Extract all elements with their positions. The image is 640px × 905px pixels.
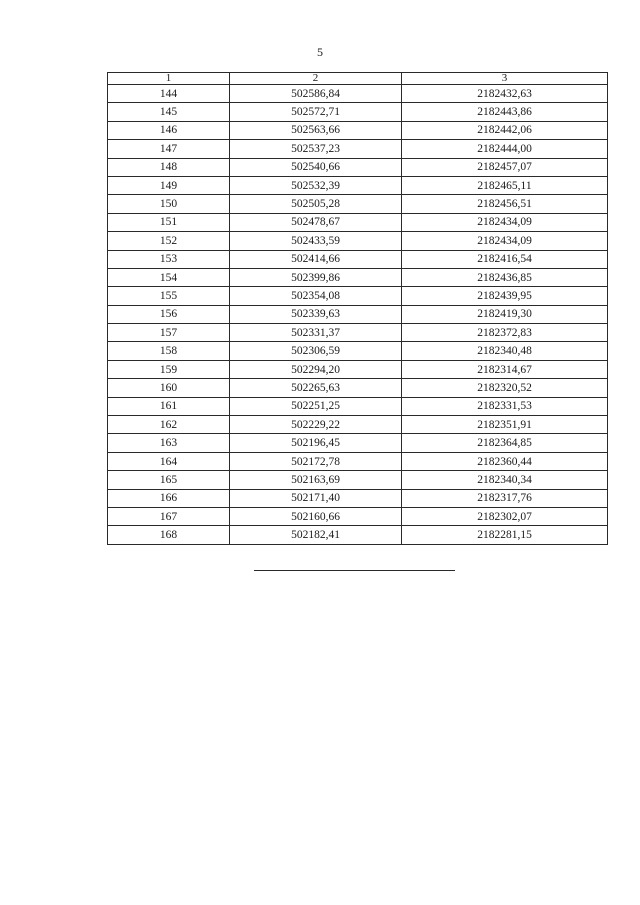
cell-y-coordinate: 2182419,30 [402,305,608,323]
table-header-row [108,73,608,85]
cell-y-coordinate: 2182302,07 [402,507,608,525]
cell-point-number: 154 [108,268,230,286]
cell-y-coordinate: 2182432,63 [402,85,608,103]
cell-x-coordinate: 502172,78 [230,452,402,470]
cell-x-coordinate: 502306,59 [230,342,402,360]
table-row [108,250,608,268]
table-row [108,360,608,378]
table-row [108,452,608,470]
cell-y-coordinate: 2182444,00 [402,140,608,158]
cell-x-coordinate: 502265,63 [230,379,402,397]
cell-x-coordinate: 502354,08 [230,287,402,305]
cell-x-coordinate: 502478,67 [230,213,402,231]
table-row [108,195,608,213]
cell-x-coordinate: 502160,66 [230,507,402,525]
table-row [108,158,608,176]
cell-y-coordinate: 2182465,11 [402,176,608,194]
cell-point-number: 158 [108,342,230,360]
cell-point-number: 167 [108,507,230,525]
cell-y-coordinate: 2182340,34 [402,471,608,489]
cell-point-number: 162 [108,416,230,434]
end-of-document-rule [254,570,455,571]
table-row [108,507,608,525]
cell-point-number: 151 [108,213,230,231]
cell-y-coordinate: 2182434,09 [402,213,608,231]
cell-y-coordinate: 2182442,06 [402,121,608,139]
cell-point-number: 144 [108,85,230,103]
cell-y-coordinate: 2182331,53 [402,397,608,415]
cell-x-coordinate: 502540,66 [230,158,402,176]
cell-point-number: 145 [108,103,230,121]
cell-point-number: 147 [108,140,230,158]
cell-x-coordinate: 502251,25 [230,397,402,415]
cell-point-number: 146 [108,121,230,139]
column-header-point: 1 [108,73,230,85]
cell-y-coordinate: 2182360,44 [402,452,608,470]
table-row [108,489,608,507]
table-row [108,379,608,397]
cell-y-coordinate: 2182281,15 [402,526,608,544]
cell-point-number: 153 [108,250,230,268]
table-row [108,121,608,139]
cell-point-number: 150 [108,195,230,213]
table-row [108,305,608,323]
table-row [108,176,608,194]
cell-point-number: 156 [108,305,230,323]
cell-y-coordinate: 2182340,48 [402,342,608,360]
cell-y-coordinate: 2182314,67 [402,360,608,378]
cell-x-coordinate: 502182,41 [230,526,402,544]
coordinates-table [107,72,608,545]
table-row [108,416,608,434]
cell-x-coordinate: 502532,39 [230,176,402,194]
cell-y-coordinate: 2182320,52 [402,379,608,397]
cell-x-coordinate: 502399,86 [230,268,402,286]
table-row [108,526,608,544]
cell-y-coordinate: 2182456,51 [402,195,608,213]
cell-y-coordinate: 2182439,95 [402,287,608,305]
cell-x-coordinate: 502414,66 [230,250,402,268]
column-header-x: 2 [230,73,402,85]
table-row [108,434,608,452]
cell-y-coordinate: 2182364,85 [402,434,608,452]
cell-x-coordinate: 502563,66 [230,121,402,139]
cell-y-coordinate: 2182436,85 [402,268,608,286]
cell-point-number: 164 [108,452,230,470]
cell-x-coordinate: 502229,22 [230,416,402,434]
page-number: 5 [317,45,323,59]
cell-point-number: 155 [108,287,230,305]
cell-point-number: 163 [108,434,230,452]
cell-point-number: 165 [108,471,230,489]
table-row [108,342,608,360]
column-header-y: 3 [402,73,608,85]
table-row [108,140,608,158]
cell-point-number: 149 [108,176,230,194]
cell-y-coordinate: 2182351,91 [402,416,608,434]
cell-x-coordinate: 502572,71 [230,103,402,121]
table-row [108,232,608,250]
table-body [108,85,608,545]
cell-y-coordinate: 2182372,83 [402,324,608,342]
cell-x-coordinate: 502537,23 [230,140,402,158]
table-row [108,287,608,305]
cell-point-number: 160 [108,379,230,397]
cell-y-coordinate: 2182457,07 [402,158,608,176]
cell-point-number: 157 [108,324,230,342]
cell-x-coordinate: 502433,59 [230,232,402,250]
cell-x-coordinate: 502331,37 [230,324,402,342]
cell-point-number: 159 [108,360,230,378]
cell-point-number: 168 [108,526,230,544]
cell-y-coordinate: 2182443,86 [402,103,608,121]
cell-point-number: 161 [108,397,230,415]
cell-x-coordinate: 502339,63 [230,305,402,323]
cell-y-coordinate: 2182317,76 [402,489,608,507]
cell-y-coordinate: 2182416,54 [402,250,608,268]
cell-x-coordinate: 502294,20 [230,360,402,378]
cell-y-coordinate: 2182434,09 [402,232,608,250]
table-row [108,268,608,286]
cell-x-coordinate: 502505,28 [230,195,402,213]
table-row [108,103,608,121]
table-row [108,324,608,342]
cell-point-number: 166 [108,489,230,507]
table-row [108,397,608,415]
cell-x-coordinate: 502163,69 [230,471,402,489]
table-row [108,85,608,103]
cell-x-coordinate: 502586,84 [230,85,402,103]
table-row [108,471,608,489]
table-row [108,213,608,231]
cell-point-number: 152 [108,232,230,250]
cell-x-coordinate: 502196,45 [230,434,402,452]
cell-point-number: 148 [108,158,230,176]
cell-x-coordinate: 502171,40 [230,489,402,507]
